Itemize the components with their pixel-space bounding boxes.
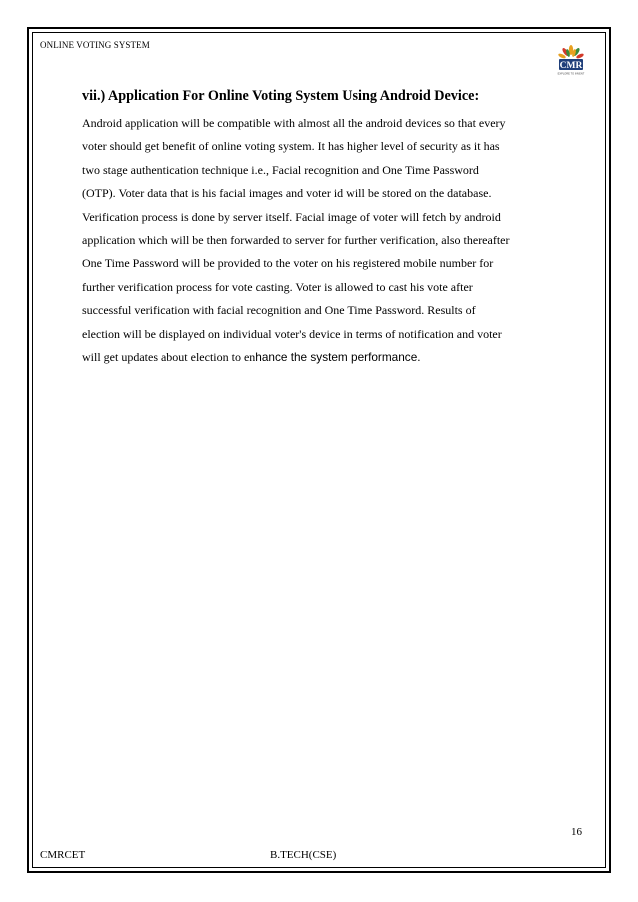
body-line: Android application will be compatible with almost all the android devices so that every — [82, 116, 506, 130]
body-last-line-sans: hance the system performance. — [255, 350, 421, 365]
body-line: Verification process is done by server itself. Facial image of voter will fetch by android — [82, 209, 501, 224]
body-line: election will be displayed on individual voter's device in terms of notification and voter — [82, 326, 502, 341]
body-line: One Time Password will be provided to the voter on his registered mobile number for — [82, 256, 494, 271]
body-last-line — [82, 346, 554, 369]
section-heading: vii.) Application For Online Voting System Using Android Device: — [82, 88, 480, 104]
body-line: application which will be then forwarded to server for further verification, also thereafter — [82, 233, 510, 248]
footer-college: CMRCET — [40, 849, 86, 861]
footer-department: B.TECH(CSE) — [270, 849, 337, 861]
running-header-title: ONLINE VOTING SYSTEM — [40, 40, 150, 50]
body-line: further verification process for vote casting. Voter is allowed to cast his vote after — [82, 279, 473, 294]
page-number: 16 — [571, 826, 582, 838]
body-line: (OTP). Voter data that is his facial images and voter id will be stored on the database. — [82, 186, 492, 201]
body-line: successful verification with facial recognition and One Time Password. Results of — [82, 303, 476, 318]
body-line: voter should get benefit of online voting system. It has higher level of security as it has — [82, 139, 500, 154]
cmr-logo-flower-icon — [558, 45, 585, 59]
cmr-logo — [553, 42, 589, 78]
section-body — [82, 112, 554, 369]
body-line: two stage authentication technique i.e., Facial recognition and One Time Password — [82, 162, 479, 177]
body-last-line-serif: will get updates about election to en — [82, 350, 256, 365]
cmr-logo-tagline: EXPLORE TO INVENT — [557, 72, 585, 76]
cmr-logo-text: CMR — [559, 61, 583, 71]
